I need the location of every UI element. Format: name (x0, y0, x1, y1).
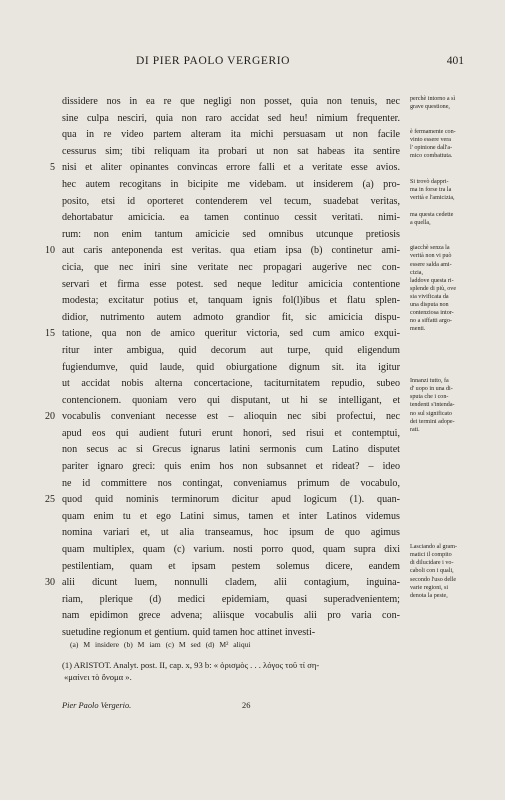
margin-note-line: a quella, (410, 220, 431, 227)
margin-note-line: di dilucidare i vo- (410, 560, 454, 567)
margin-note-line: no a siffatti argo- (410, 318, 452, 325)
line-number: 5 (50, 162, 55, 174)
line-number: 15 (45, 328, 55, 340)
footnote-line: (1) ARISTOT. Analyt. post. II, cap. x, 93 b: « ὁρισμὸς . . . λόγος τοῦ τί ση- (62, 660, 320, 670)
margin-note-line: essere salda ami- (410, 261, 452, 268)
margin-note-line: tendenti s'intenda- (410, 402, 455, 409)
margin-note-line: varie regioni, si (410, 584, 449, 591)
margin-note-line: laddove questa ri- (410, 277, 454, 284)
text-line: contencionem. quoniam vero qui disputant, ut hi se intelligant, et (62, 394, 400, 406)
margin-note-line: caboli con i quali, (410, 568, 454, 575)
line-number: 10 (45, 245, 55, 257)
margin-note-line: no sul significato (410, 410, 452, 417)
line-number: 30 (45, 577, 55, 589)
margin-note-line: rati. (410, 426, 420, 433)
margin-note-line: d' uopo in una di- (410, 386, 453, 393)
text-line: quam multiplex, quam (c) varium. nosti porro quod, quam supra dixi (62, 544, 400, 556)
variant-readings: (a) M insidere (b) M iam (c) M sed (d) M² aliqui (70, 640, 251, 649)
margin-note (410, 95, 488, 111)
main-latin-text (45, 94, 400, 642)
text-line: cicia, que nec iniri sine veritate nec propagari augerive nec con- (62, 261, 400, 273)
margin-note-line: splende di più, ove (410, 285, 457, 292)
footnote-line: «μαίνει τὸ ὄνομα ». (64, 672, 132, 682)
margin-note-line: denota la peste, (410, 592, 448, 599)
margin-note (410, 377, 488, 434)
running-title: DI PIER PAOLO VERGERIO (136, 55, 291, 67)
text-line: quam enim tu et ego Latini simus, tamen et inter Latinos videmus (62, 510, 400, 522)
page-number: 401 (446, 55, 464, 67)
text-line: nam epidimon grece advena; aliisque vocabulis alii pro varia con- (62, 610, 400, 622)
text-line: pariter ignaro greci: quis enim hos non subsannet et rideat? – ideo (62, 461, 400, 473)
margin-note-line: verità e l'amicizia, (410, 195, 455, 202)
margin-note-line: verità non vi può (410, 253, 452, 260)
margin-note-line: perchè intorno a sì (410, 96, 456, 102)
text-line: ne id committere nos contingat, conveniamus primum de vocabulo, (62, 477, 400, 489)
text-line: apud eos qui audient futuri erunt honori, sed risui et contemptui, (62, 427, 400, 439)
text-line: cessurus sim; tibi reliquam ita probari ut non sat habeas ita sentire (62, 145, 400, 157)
margin-note-line: Si trovò dappri- (410, 179, 449, 185)
margin-note-line: vinto essere vera (410, 137, 451, 144)
text-line: sine culpa nesciri, quia non raro accidat sed heu! nimium frequenter. (62, 112, 400, 124)
margin-note-line: ma in forse tra la (410, 187, 452, 194)
text-line: aut caris anteponenda est veritas. qua etiam ipsa (b) continetur ami- (62, 245, 400, 257)
margin-note-line: sputa che i con- (410, 394, 449, 401)
margin-note-line: Innanzi tutto, fa (410, 378, 449, 385)
signature-mark: 26 (242, 701, 251, 710)
margin-note-line: grave questione, (410, 104, 450, 111)
text-line: riam, plerique (d) medici epidemiam, quasi superadvenientem; (62, 593, 400, 605)
text-line: nisi et aliter opinantes convincas errore falli et a veritate esse avios. (62, 162, 400, 174)
text-line: pestilentiam, quam et ipsam pestem solemus dicere, eandem (62, 560, 400, 572)
text-line: dissidere nos in ea re que negligi non posset, quia non tenuis, nec (62, 96, 400, 107)
text-line: didior, nutrimento autem admoto grandior fit, sic amicicia dispu- (62, 311, 400, 323)
text-line: suetudine regionum et gentium. quid tamen hoc attinet investi- (62, 627, 316, 638)
text-line: ritur inter ambigua, quid decorum aut turpe, quid eligendum (62, 344, 400, 356)
margin-note (410, 211, 488, 227)
margin-note-line: cizia, (410, 269, 424, 276)
text-line: non secus ac si Grecus ignarus latini sermonis cum Latino disputet (62, 444, 400, 456)
text-line: rum: non enim tantum amicicie sed omnibus utcunque pretiosis (62, 228, 400, 240)
margin-note (410, 244, 488, 333)
text-line: dehortabatur amicicia. ea tamen continuo cessit veritati. nimi- (62, 212, 400, 224)
text-line: alii dicunt luem, nonnulli cladem, alii contagium, inguina- (62, 577, 400, 589)
line-number: 25 (45, 494, 55, 506)
text-line: ut accidat nobis alterna concertacione, taciturnitatem repudio, subeo (62, 378, 400, 390)
text-line: qua in re video partem alteram ita michi persuasam ut non facile (62, 129, 400, 141)
margin-note-line: mico combattuta. (410, 153, 453, 160)
margin-note-line: sia vivificata da (410, 293, 449, 300)
text-line: hec autem recogitans in bicipite me videbam. ut insiderem (a) pro- (62, 178, 400, 190)
margin-note (410, 178, 488, 202)
margin-note-line: ma questa cedette (410, 212, 454, 219)
text-line: servari et firma esse potest. sed neque leditur amicicia contentione (62, 278, 400, 290)
page-header (40, 55, 470, 71)
margin-note-line: dei termini adope- (410, 418, 455, 425)
margin-note (410, 543, 488, 600)
text-line: nomina variari et, ut alia transeamus, hoc ipsum de quo agimus (62, 527, 400, 539)
margin-note-line: giacchè senza la (410, 245, 450, 252)
footnote (62, 659, 407, 683)
text-line: posito, etsi id oporteret contenderem vel tecum, suadebat veritas, (62, 195, 400, 207)
line-number: 20 (45, 411, 55, 423)
text-line: modesta; excitatur potius et, tanquam ignis fol(l)ibus et flatu splen- (62, 295, 400, 307)
text-line: quod quid nominis terminorum dicitur apud logicum (1). quan- (62, 494, 400, 506)
margin-note-line: matici il compito (410, 552, 452, 559)
text-line: tatione, qua non de amico queritur victoria, sed cum amico exqui- (62, 328, 400, 340)
text-line: vocabulis conveniant necesse est – alioquin nec sibi profectui, nec (62, 411, 400, 423)
margin-note-line: contenziosa intor- (410, 310, 454, 317)
margin-note-line: menti. (410, 326, 426, 333)
margin-note-line: l' opinione dall'a- (410, 145, 453, 152)
footer-author-name: Pier Paolo Vergerio. (62, 701, 132, 710)
margin-note (410, 128, 488, 160)
margin-note-line: una disputa non (410, 302, 449, 309)
page-footer (62, 701, 402, 715)
text-line: fugiendumve, quid laude, quid obiurgatione dignum sit. ita igitur (62, 361, 400, 373)
margin-note-line: secondo l'uso delle (410, 576, 457, 583)
margin-note-line: è fermamente con- (410, 129, 456, 136)
margin-note-line: Lasciando al gram- (410, 544, 458, 551)
